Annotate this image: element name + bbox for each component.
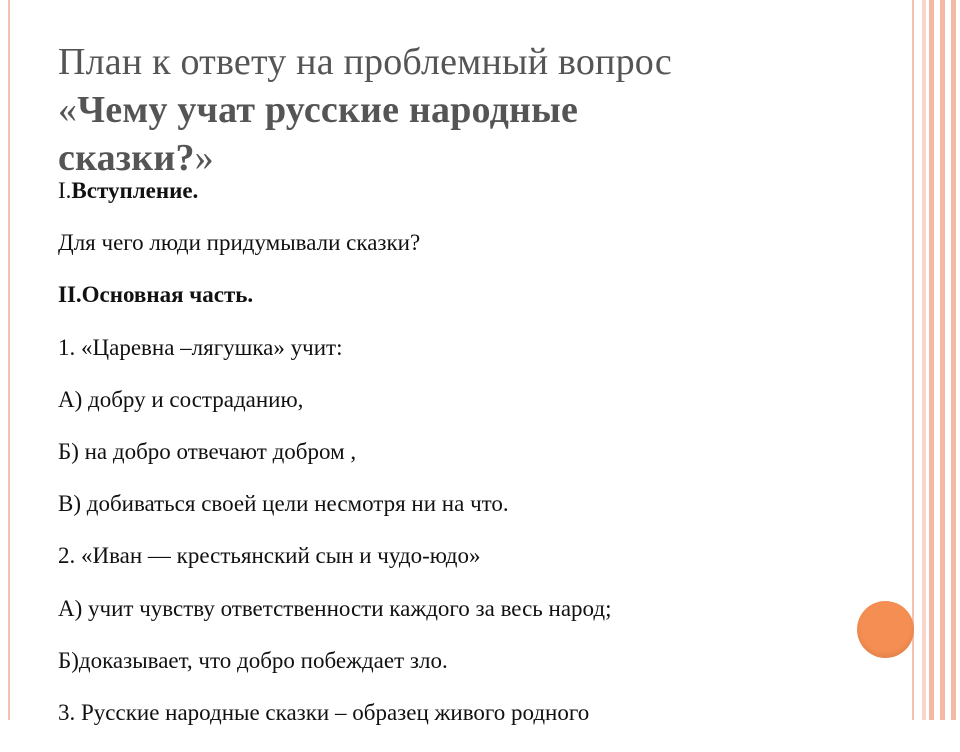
intro-title: Вступление. [71,178,199,203]
title-line-1: План к ответу на проблемный вопрос [58,41,673,83]
list-item-1: 1. «Царевна –лягушка» учит: [58,334,343,360]
decorative-stripes [926,0,960,720]
title-line-3 [58,134,878,182]
main-heading: II.Основная часть. [58,282,254,308]
intro-heading [58,178,878,230]
intro-number: I. [58,178,72,203]
title-quote-open: « [58,89,78,131]
list-item-2-b: Б)доказывает, что добро побеждает зло. [58,647,448,673]
list-item-3: 3. Русские народные сказки – образец живого родного [58,699,590,725]
title-quote-close: » [194,137,214,179]
slide-content [58,178,878,752]
title-bold-part-2: сказки? [58,137,195,179]
list-item-2-a: А) учит чувству ответственности каждого за весь народ; [58,595,612,621]
list-item-1-c: В) добиваться своей цели несмотря ни на что. [58,491,509,517]
decorative-circle [857,601,914,658]
list-item-1-a: А) добру и состраданию, [58,386,304,412]
slide-title [58,38,878,182]
intro-text: Для чего люди придумывали сказки? [58,230,421,256]
list-item-2: 2. «Иван — крестьянский сын и чудо-юдо» [58,543,481,569]
title-line-2 [58,86,878,134]
title-bold-part-1: Чему учат русские народные [77,89,579,131]
list-item-1-b: Б) на добро отвечают добром , [58,438,357,464]
